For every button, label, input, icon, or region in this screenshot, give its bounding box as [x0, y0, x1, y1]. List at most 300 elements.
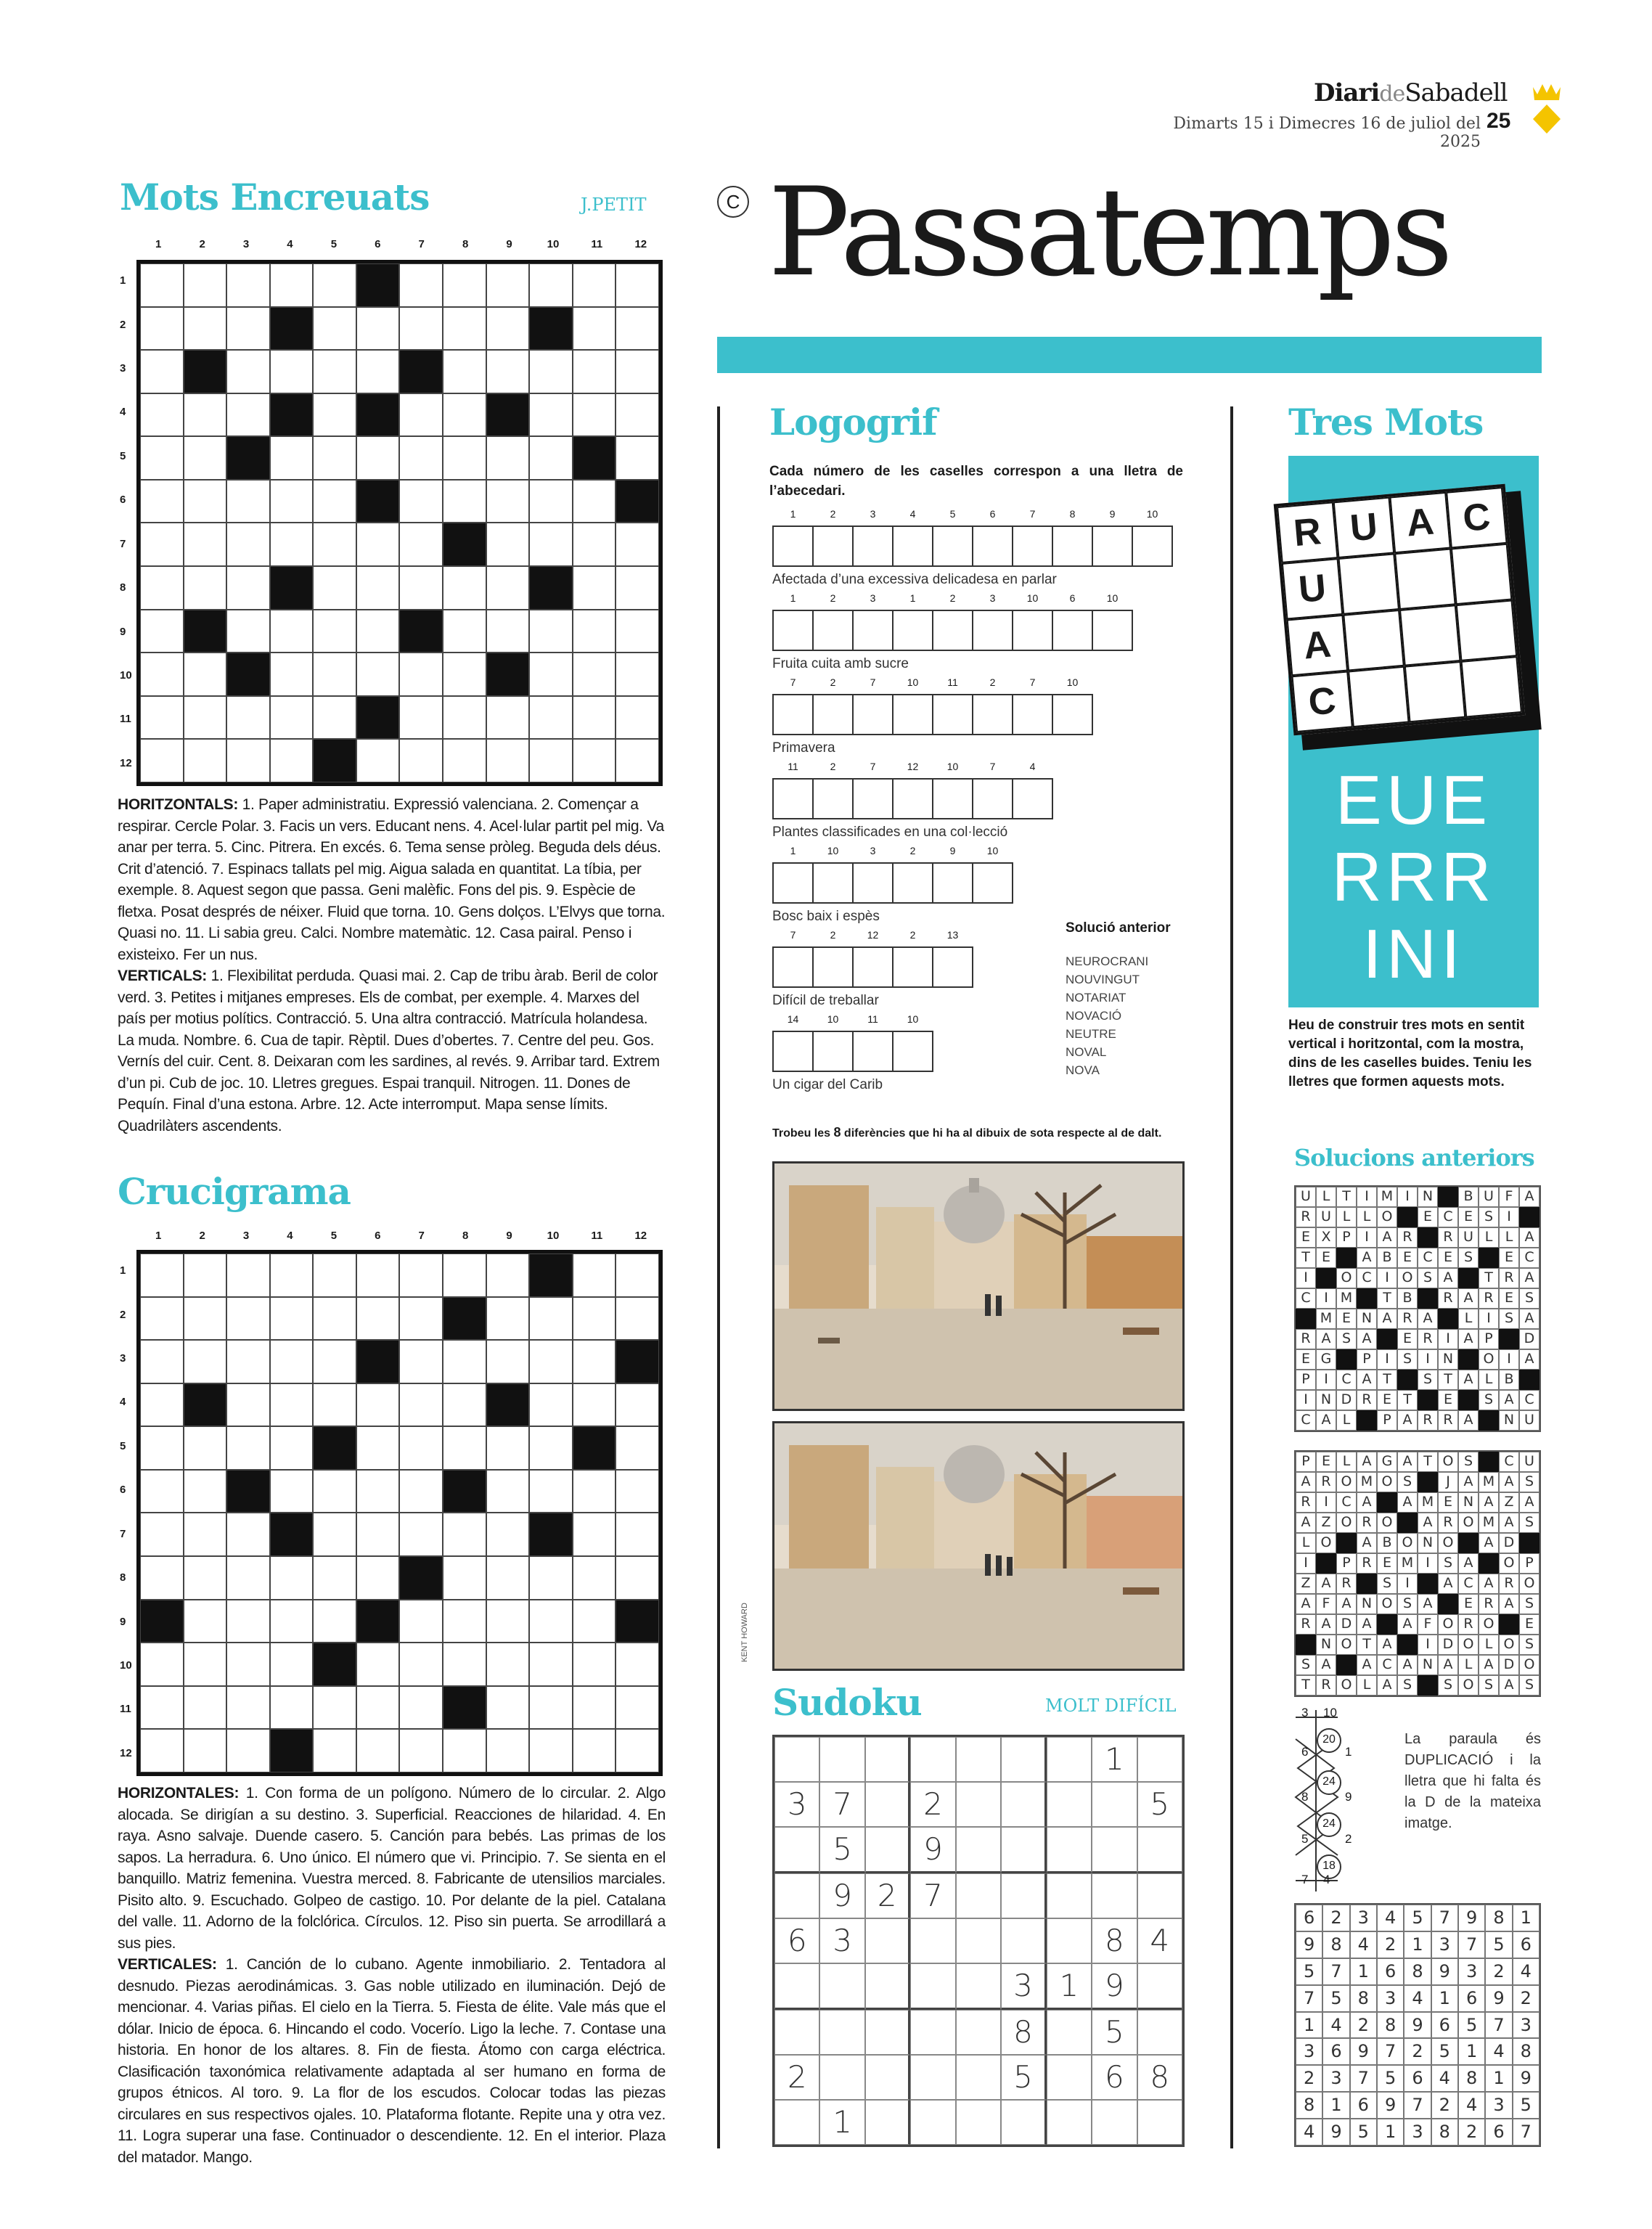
- grid-cell[interactable]: [616, 1686, 659, 1730]
- grid-cell[interactable]: [399, 653, 443, 696]
- grid-cell[interactable]: [313, 1470, 356, 1513]
- grid-cell[interactable]: [313, 393, 356, 437]
- grid-cell[interactable]: [616, 350, 659, 393]
- grid-cell[interactable]: [140, 263, 184, 307]
- grid-cell[interactable]: [573, 350, 616, 393]
- grid-cell[interactable]: [226, 307, 270, 351]
- grid-cell[interactable]: [270, 1470, 314, 1513]
- sudoku-cell[interactable]: 8: [1137, 2055, 1182, 2100]
- grid-cell[interactable]: [226, 1253, 270, 1297]
- grid-cell[interactable]: [313, 263, 356, 307]
- grid-cell[interactable]: [529, 1600, 573, 1643]
- grid-cell[interactable]: [226, 566, 270, 610]
- sudoku-cell[interactable]: [865, 1963, 910, 2010]
- grid-cell[interactable]: [399, 696, 443, 740]
- grid-cell[interactable]: [486, 263, 530, 307]
- logo-box[interactable]: [772, 610, 814, 651]
- sudoku-cell[interactable]: [1001, 1827, 1046, 1873]
- sudoku-cell[interactable]: [819, 1737, 864, 1782]
- grid-cell[interactable]: [140, 436, 184, 480]
- sudoku-cell[interactable]: [865, 1782, 910, 1827]
- sudoku-cell[interactable]: [956, 2010, 1001, 2055]
- sudoku-cell[interactable]: [774, 2100, 819, 2145]
- grid-cell[interactable]: [573, 480, 616, 523]
- sudoku-cell[interactable]: [910, 2055, 955, 2100]
- sudoku-cell[interactable]: [1047, 1782, 1092, 1827]
- grid-cell[interactable]: [313, 1383, 356, 1427]
- logo-box[interactable]: [892, 525, 933, 567]
- sudoku-cell[interactable]: [819, 2055, 864, 2100]
- grid-cell[interactable]: [486, 480, 530, 523]
- sudoku-cell[interactable]: 1: [1092, 1737, 1137, 1782]
- logo-box[interactable]: [812, 610, 854, 651]
- grid-cell[interactable]: [616, 393, 659, 437]
- grid-cell[interactable]: [184, 263, 227, 307]
- logo-box[interactable]: [772, 694, 814, 735]
- sudoku-cell[interactable]: [910, 1963, 955, 2010]
- grid-cell[interactable]: [356, 610, 400, 653]
- sudoku-cell[interactable]: [956, 2100, 1001, 2145]
- grid-cell[interactable]: [356, 307, 400, 351]
- grid-cell[interactable]: [140, 566, 184, 610]
- grid-cell[interactable]: [486, 1470, 530, 1513]
- grid-cell[interactable]: [486, 1340, 530, 1383]
- grid-cell[interactable]: [443, 1729, 486, 1772]
- grid-cell[interactable]: [140, 1340, 184, 1383]
- logo-row-boxes[interactable]: [772, 946, 972, 988]
- logo-box[interactable]: [892, 946, 933, 988]
- grid-cell[interactable]: [399, 1297, 443, 1341]
- grid-cell[interactable]: [399, 1729, 443, 1772]
- grid-cell[interactable]: [529, 263, 573, 307]
- grid-cell[interactable]: [184, 1686, 227, 1730]
- grid-cell[interactable]: [573, 1470, 616, 1513]
- grid-cell[interactable]: [356, 350, 400, 393]
- grid-cell[interactable]: [356, 739, 400, 782]
- grid-cell[interactable]: [184, 1729, 227, 1772]
- logo-row-boxes[interactable]: [772, 525, 1171, 567]
- grid-cell[interactable]: [486, 1556, 530, 1600]
- grid-cell[interactable]: [616, 1297, 659, 1341]
- sudoku-cell[interactable]: [956, 1918, 1001, 1963]
- grid-cell[interactable]: [226, 523, 270, 566]
- sudoku-cell[interactable]: 3: [1001, 1963, 1046, 2010]
- grid-cell[interactable]: [486, 1253, 530, 1297]
- sudoku-cell[interactable]: 3: [774, 1782, 819, 1827]
- grid-cell[interactable]: [529, 1643, 573, 1686]
- grid-cell[interactable]: [616, 1729, 659, 1772]
- grid-cell[interactable]: [226, 350, 270, 393]
- grid-cell[interactable]: [399, 566, 443, 610]
- grid-cell[interactable]: [140, 1253, 184, 1297]
- grid-cell[interactable]: [443, 393, 486, 437]
- grid-cell[interactable]: [399, 523, 443, 566]
- grid-cell[interactable]: [356, 653, 400, 696]
- grid-cell[interactable]: [616, 1470, 659, 1513]
- grid-cell[interactable]: [270, 436, 314, 480]
- logo-row-boxes[interactable]: [772, 610, 1132, 651]
- grid-cell[interactable]: [486, 436, 530, 480]
- grid-cell[interactable]: [443, 307, 486, 351]
- sudoku-cell[interactable]: [1001, 1737, 1046, 1782]
- logo-box[interactable]: [1052, 525, 1093, 567]
- grid-cell[interactable]: [313, 523, 356, 566]
- logo-box[interactable]: [1052, 694, 1093, 735]
- sudoku-cell[interactable]: [1047, 1827, 1092, 1873]
- grid-cell[interactable]: [226, 696, 270, 740]
- sudoku-cell[interactable]: [956, 1827, 1001, 1873]
- grid-cell[interactable]: [313, 1513, 356, 1556]
- grid-cell[interactable]: [313, 653, 356, 696]
- sudoku-cell[interactable]: [1047, 1873, 1092, 1918]
- grid-cell[interactable]: [313, 1253, 356, 1297]
- logo-box[interactable]: [812, 862, 854, 904]
- logo-box[interactable]: [772, 1031, 814, 1072]
- logo-box[interactable]: [852, 694, 894, 735]
- grid-cell[interactable]: [573, 307, 616, 351]
- sudoku-cell[interactable]: [1047, 2010, 1092, 2055]
- grid-cell[interactable]: [356, 1470, 400, 1513]
- diff-image-top[interactable]: [772, 1161, 1185, 1411]
- grid-cell[interactable]: [313, 1556, 356, 1600]
- grid-cell[interactable]: [313, 436, 356, 480]
- grid-cell[interactable]: [616, 610, 659, 653]
- grid-cell[interactable]: [356, 436, 400, 480]
- grid-cell[interactable]: [529, 1340, 573, 1383]
- grid-cell[interactable]: [270, 1426, 314, 1470]
- grid-cell[interactable]: [140, 393, 184, 437]
- grid-cell[interactable]: [443, 436, 486, 480]
- grid-cell[interactable]: [616, 696, 659, 740]
- sudoku-cell[interactable]: [774, 1737, 819, 1782]
- sudoku-cell[interactable]: 1: [1047, 1963, 1092, 2010]
- grid-cell[interactable]: [616, 1383, 659, 1427]
- grid-cell[interactable]: [399, 436, 443, 480]
- grid-cell[interactable]: [443, 653, 486, 696]
- logo-box[interactable]: [892, 1031, 933, 1072]
- sudoku-cell[interactable]: [910, 1918, 955, 1963]
- grid-cell[interactable]: [226, 739, 270, 782]
- logo-row-boxes[interactable]: [772, 694, 1092, 735]
- sudoku-cell[interactable]: [819, 1963, 864, 2010]
- sudoku-cell[interactable]: 7: [910, 1873, 955, 1918]
- grid-cell[interactable]: [573, 1686, 616, 1730]
- grid-cell[interactable]: [399, 1470, 443, 1513]
- sudoku-cell[interactable]: [956, 1782, 1001, 1827]
- grid-cell[interactable]: [356, 1513, 400, 1556]
- grid-cell[interactable]: [443, 1556, 486, 1600]
- grid-cell[interactable]: [356, 523, 400, 566]
- sudoku-cell[interactable]: 9: [910, 1827, 955, 1873]
- logo-box[interactable]: [892, 778, 933, 819]
- grid-cell[interactable]: [226, 1426, 270, 1470]
- grid-cell[interactable]: [313, 1297, 356, 1341]
- mots-grid[interactable]: [136, 260, 663, 786]
- sudoku-cell[interactable]: 6: [1092, 2055, 1137, 2100]
- logo-box[interactable]: [852, 525, 894, 567]
- grid-cell[interactable]: [486, 307, 530, 351]
- sudoku-cell[interactable]: [819, 2010, 864, 2055]
- grid-cell[interactable]: [140, 1297, 184, 1341]
- grid-cell[interactable]: [356, 1426, 400, 1470]
- sudoku-cell[interactable]: [1092, 1873, 1137, 1918]
- grid-cell[interactable]: [140, 1383, 184, 1427]
- sudoku-cell[interactable]: [774, 1963, 819, 2010]
- grid-cell[interactable]: [529, 653, 573, 696]
- cruci-grid[interactable]: [136, 1250, 663, 1776]
- logo-box[interactable]: [772, 525, 814, 567]
- sudoku-grid[interactable]: [772, 1735, 1185, 2147]
- sudoku-cell[interactable]: [1001, 2100, 1046, 2145]
- grid-cell[interactable]: [399, 307, 443, 351]
- grid-cell[interactable]: [573, 393, 616, 437]
- grid-cell[interactable]: [140, 653, 184, 696]
- grid-cell[interactable]: [573, 1253, 616, 1297]
- grid-cell[interactable]: [486, 610, 530, 653]
- logo-box[interactable]: [932, 694, 973, 735]
- grid-cell[interactable]: [270, 1556, 314, 1600]
- grid-cell[interactable]: [270, 610, 314, 653]
- grid-cell[interactable]: [399, 480, 443, 523]
- logo-box[interactable]: [1092, 610, 1133, 651]
- grid-cell[interactable]: [443, 566, 486, 610]
- logo-box[interactable]: [892, 862, 933, 904]
- grid-cell[interactable]: [226, 1383, 270, 1427]
- grid-cell[interactable]: [573, 1513, 616, 1556]
- logo-box[interactable]: [892, 694, 933, 735]
- grid-cell[interactable]: [486, 696, 530, 740]
- sudoku-cell[interactable]: 6: [774, 1918, 819, 1963]
- grid-cell[interactable]: [529, 1729, 573, 1772]
- grid-cell[interactable]: [356, 1686, 400, 1730]
- grid-cell[interactable]: [270, 1297, 314, 1341]
- grid-cell[interactable]: [573, 696, 616, 740]
- grid-cell[interactable]: [443, 263, 486, 307]
- grid-cell[interactable]: [226, 1729, 270, 1772]
- sudoku-cell[interactable]: [956, 1737, 1001, 1782]
- sudoku-cell[interactable]: 2: [774, 2055, 819, 2100]
- sudoku-cell[interactable]: [1047, 1737, 1092, 1782]
- grid-cell[interactable]: [486, 1600, 530, 1643]
- logo-box[interactable]: [892, 610, 933, 651]
- sudoku-cell[interactable]: 7: [819, 1782, 864, 1827]
- grid-cell[interactable]: [529, 1297, 573, 1341]
- grid-cell[interactable]: [529, 1470, 573, 1513]
- grid-cell[interactable]: [184, 1556, 227, 1600]
- logo-box[interactable]: [772, 946, 814, 988]
- grid-cell[interactable]: [226, 1340, 270, 1383]
- logo-box[interactable]: [1052, 610, 1093, 651]
- sudoku-cell[interactable]: [865, 1918, 910, 1963]
- grid-cell[interactable]: [270, 1686, 314, 1730]
- grid-cell[interactable]: [140, 1470, 184, 1513]
- sudoku-cell[interactable]: 2: [865, 1873, 910, 1918]
- grid-cell[interactable]: [140, 480, 184, 523]
- grid-cell[interactable]: [399, 1600, 443, 1643]
- grid-cell[interactable]: [184, 307, 227, 351]
- grid-cell[interactable]: [486, 1729, 530, 1772]
- grid-cell[interactable]: [616, 1426, 659, 1470]
- grid-cell[interactable]: [573, 1643, 616, 1686]
- grid-cell[interactable]: [573, 566, 616, 610]
- logo-row-boxes[interactable]: [772, 1031, 932, 1072]
- sudoku-cell[interactable]: [774, 1827, 819, 1873]
- grid-cell[interactable]: [270, 480, 314, 523]
- grid-cell[interactable]: [356, 1253, 400, 1297]
- sudoku-cell[interactable]: [865, 2010, 910, 2055]
- sudoku-cell[interactable]: [1092, 2100, 1137, 2145]
- sudoku-cell[interactable]: [1092, 1827, 1137, 1873]
- grid-cell[interactable]: [184, 1600, 227, 1643]
- grid-cell[interactable]: [356, 1297, 400, 1341]
- grid-cell[interactable]: [313, 1686, 356, 1730]
- grid-cell[interactable]: [399, 1426, 443, 1470]
- grid-cell[interactable]: [356, 1729, 400, 1772]
- sudoku-cell[interactable]: [1001, 1873, 1046, 1918]
- diff-image-bottom[interactable]: [772, 1421, 1185, 1671]
- grid-cell[interactable]: [226, 1513, 270, 1556]
- sudoku-cell[interactable]: [774, 1873, 819, 1918]
- sudoku-cell[interactable]: [1137, 1827, 1182, 1873]
- sudoku-cell[interactable]: [956, 1963, 1001, 2010]
- logo-box[interactable]: [812, 694, 854, 735]
- sudoku-cell[interactable]: [1047, 2100, 1092, 2145]
- sudoku-cell[interactable]: [865, 1827, 910, 1873]
- grid-cell[interactable]: [140, 1729, 184, 1772]
- grid-cell[interactable]: [529, 1383, 573, 1427]
- grid-cell[interactable]: [529, 1686, 573, 1730]
- grid-cell[interactable]: [486, 1297, 530, 1341]
- grid-cell[interactable]: [616, 436, 659, 480]
- grid-cell[interactable]: [356, 1556, 400, 1600]
- grid-cell[interactable]: [399, 739, 443, 782]
- grid-cell[interactable]: [140, 1426, 184, 1470]
- logo-box[interactable]: [852, 862, 894, 904]
- sudoku-cell[interactable]: [1137, 1963, 1182, 2010]
- grid-cell[interactable]: [140, 696, 184, 740]
- sudoku-cell[interactable]: 9: [819, 1873, 864, 1918]
- logo-box[interactable]: [1092, 525, 1133, 567]
- grid-cell[interactable]: [616, 307, 659, 351]
- grid-cell[interactable]: [573, 1383, 616, 1427]
- logo-box[interactable]: [972, 862, 1013, 904]
- grid-cell[interactable]: [616, 1513, 659, 1556]
- grid-cell[interactable]: [140, 610, 184, 653]
- grid-cell[interactable]: [140, 1556, 184, 1600]
- grid-cell[interactable]: [573, 523, 616, 566]
- grid-cell[interactable]: [140, 350, 184, 393]
- logo-box[interactable]: [812, 525, 854, 567]
- grid-cell[interactable]: [443, 739, 486, 782]
- sudoku-cell[interactable]: [865, 2055, 910, 2100]
- grid-cell[interactable]: [140, 1686, 184, 1730]
- grid-cell[interactable]: [486, 523, 530, 566]
- grid-cell[interactable]: [226, 1600, 270, 1643]
- grid-cell[interactable]: [486, 1643, 530, 1686]
- grid-cell[interactable]: [184, 1513, 227, 1556]
- grid-cell[interactable]: [399, 1513, 443, 1556]
- grid-cell[interactable]: [529, 523, 573, 566]
- sudoku-cell[interactable]: [910, 2010, 955, 2055]
- grid-cell[interactable]: [529, 480, 573, 523]
- grid-cell[interactable]: [184, 1470, 227, 1513]
- grid-cell[interactable]: [529, 610, 573, 653]
- logo-row-boxes[interactable]: [772, 862, 1012, 904]
- logo-box[interactable]: [932, 610, 973, 651]
- grid-cell[interactable]: [226, 1556, 270, 1600]
- grid-cell[interactable]: [226, 1297, 270, 1341]
- grid-cell[interactable]: [616, 1556, 659, 1600]
- grid-cell[interactable]: [226, 480, 270, 523]
- logo-box[interactable]: [972, 694, 1013, 735]
- grid-cell[interactable]: [313, 307, 356, 351]
- sudoku-cell[interactable]: 3: [819, 1918, 864, 1963]
- sudoku-cell[interactable]: 8: [1092, 1918, 1137, 1963]
- grid-cell[interactable]: [443, 1600, 486, 1643]
- grid-cell[interactable]: [140, 1643, 184, 1686]
- logo-box[interactable]: [1012, 525, 1053, 567]
- grid-cell[interactable]: [443, 1643, 486, 1686]
- grid-cell[interactable]: [270, 1253, 314, 1297]
- grid-cell[interactable]: [616, 523, 659, 566]
- grid-cell[interactable]: [399, 1383, 443, 1427]
- grid-cell[interactable]: [443, 480, 486, 523]
- sudoku-cell[interactable]: [1047, 2055, 1092, 2100]
- grid-cell[interactable]: [184, 523, 227, 566]
- sudoku-cell[interactable]: 5: [1092, 2010, 1137, 2055]
- grid-cell[interactable]: [443, 1253, 486, 1297]
- grid-cell[interactable]: [486, 739, 530, 782]
- grid-cell[interactable]: [529, 1426, 573, 1470]
- grid-cell[interactable]: [573, 1340, 616, 1383]
- grid-cell[interactable]: [486, 1686, 530, 1730]
- grid-cell[interactable]: [226, 393, 270, 437]
- logo-box[interactable]: [1012, 694, 1053, 735]
- grid-cell[interactable]: [270, 350, 314, 393]
- logo-box[interactable]: [1012, 610, 1053, 651]
- grid-cell[interactable]: [573, 1556, 616, 1600]
- grid-cell[interactable]: [529, 739, 573, 782]
- grid-cell[interactable]: [529, 1556, 573, 1600]
- grid-cell[interactable]: [313, 1729, 356, 1772]
- grid-cell[interactable]: [270, 263, 314, 307]
- grid-cell[interactable]: [616, 739, 659, 782]
- sudoku-cell[interactable]: [1047, 1918, 1092, 1963]
- grid-cell[interactable]: [573, 653, 616, 696]
- grid-cell[interactable]: [184, 653, 227, 696]
- logo-box[interactable]: [932, 946, 973, 988]
- grid-cell[interactable]: [140, 523, 184, 566]
- grid-cell[interactable]: [184, 739, 227, 782]
- grid-cell[interactable]: [184, 1426, 227, 1470]
- grid-cell[interactable]: [573, 263, 616, 307]
- sudoku-cell[interactable]: [910, 2100, 955, 2145]
- sudoku-cell[interactable]: [956, 1873, 1001, 1918]
- grid-cell[interactable]: [313, 350, 356, 393]
- grid-cell[interactable]: [356, 1383, 400, 1427]
- grid-cell[interactable]: [399, 1643, 443, 1686]
- logo-box[interactable]: [972, 778, 1013, 819]
- grid-cell[interactable]: [313, 1600, 356, 1643]
- grid-cell[interactable]: [529, 696, 573, 740]
- grid-cell[interactable]: [184, 566, 227, 610]
- sudoku-cell[interactable]: 9: [1092, 1963, 1137, 2010]
- grid-cell[interactable]: [443, 696, 486, 740]
- grid-cell[interactable]: [270, 1383, 314, 1427]
- grid-cell[interactable]: [486, 350, 530, 393]
- logo-box[interactable]: [1132, 525, 1173, 567]
- grid-cell[interactable]: [184, 1340, 227, 1383]
